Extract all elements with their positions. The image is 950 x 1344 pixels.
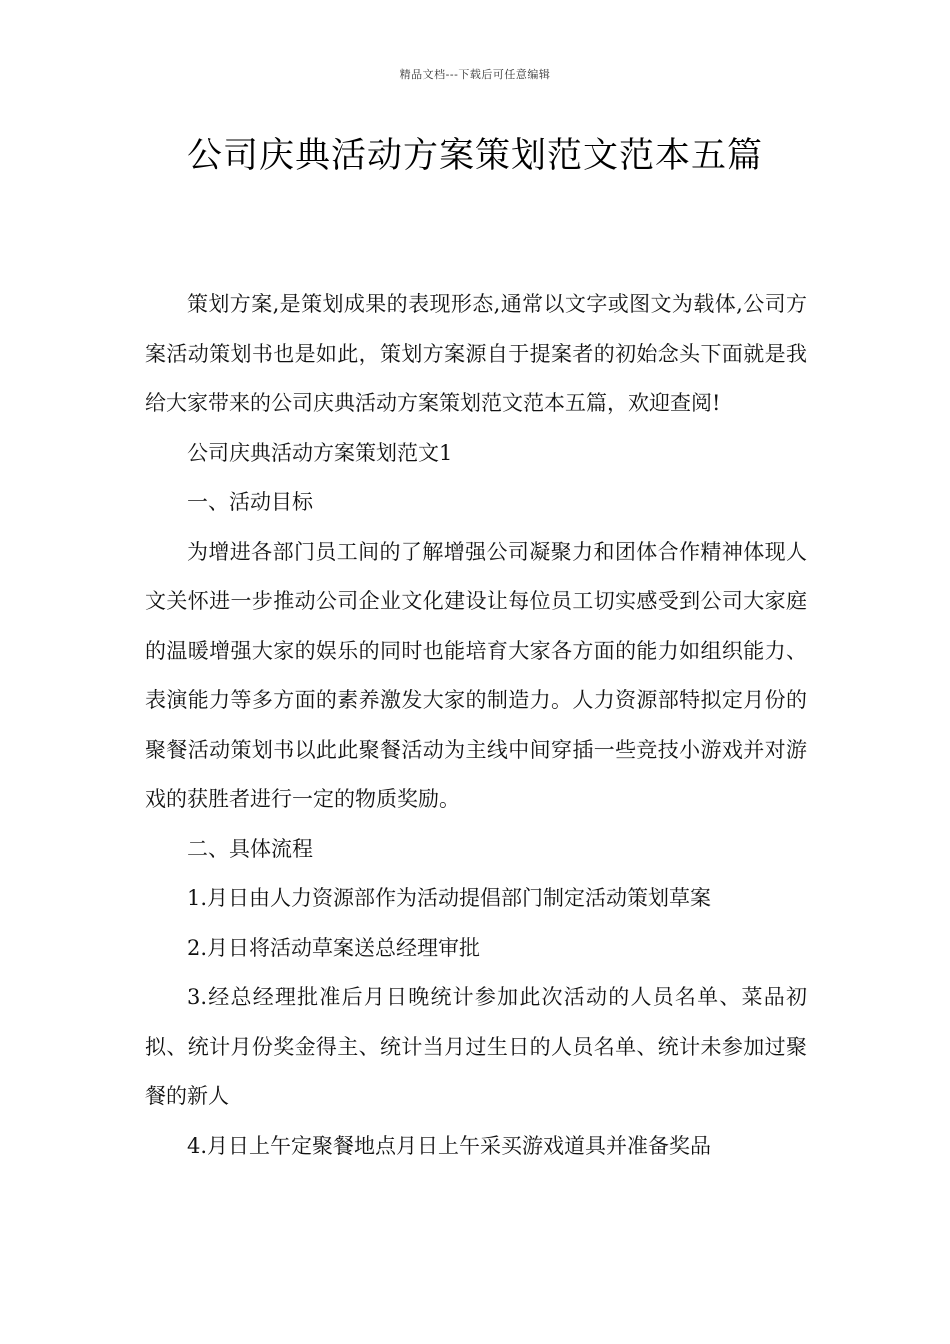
process-step-1: 1.月日由人力资源部作为活动提倡部门制定活动策划草案 bbox=[187, 886, 712, 910]
process-step-2: 2.月日将活动草案送总经理审批 bbox=[187, 935, 481, 960]
subheading-goal: 一、活动目标 bbox=[187, 490, 313, 514]
header-note: 精品文档---下载后可任意编辑 bbox=[399, 68, 551, 81]
section-heading: 公司庆典活动方案策划范文1 bbox=[187, 440, 453, 465]
process-step-4: 4.月日上午定聚餐地点月日上午采买游戏道具并准备奖品 bbox=[187, 1133, 712, 1158]
process-step-3: 3.经总经理批准后月日晚统计参加此次活动的人员名单、菜品初拟、统计月份奖金得主、统计当月过生日的人员名单、统计未参加过聚餐的新人 bbox=[145, 985, 807, 1108]
subheading-process: 二、具体流程 bbox=[187, 836, 313, 861]
intro-paragraph: 策划方案,是策划成果的表现形态,通常以文字或图文为载体,公司方案活动策划书也是如此，策划方案源自于提案者的初始念头下面就是我给大家带来的公司庆典活动方案策划范文范本五篇，欢迎查阅! bbox=[145, 292, 807, 415]
goal-paragraph: 为增进各部门员工间的了解增强公司凝聚力和团体合作精神体现人文关怀进一步推动公司企业文化建设让每位员工切实感受到公司大家庭的温暖增强大家的娱乐的同时也能培育大家各方面的能力如组织能力、表演能力等多方面的素养激发大家的制造力。人力资源部特拟定月份的聚餐活动策划书以此此聚餐活动为主线中间穿插一些竞技小游戏并对游戏的获胜者进行一定的物质奖励。 bbox=[145, 539, 807, 811]
document-body bbox=[145, 280, 807, 1171]
document-title: 公司庆典活动方案策划范文范本五篇 bbox=[186, 136, 763, 176]
